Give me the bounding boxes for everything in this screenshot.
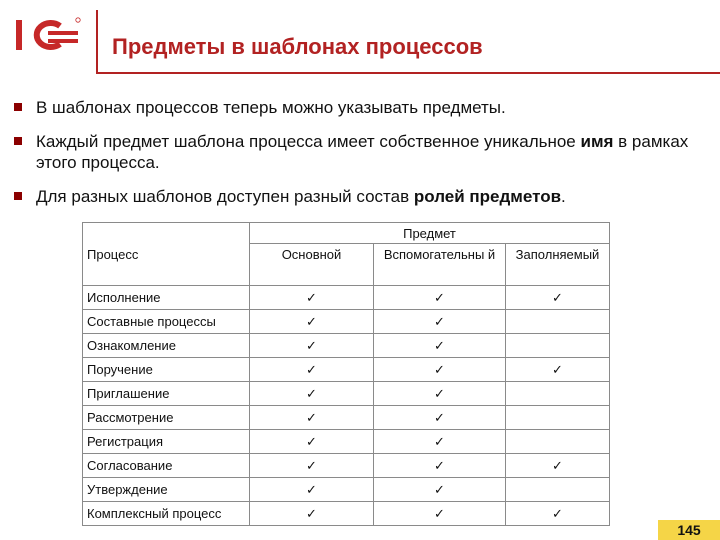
process-column-header: Процесс <box>83 223 250 286</box>
process-name-cell: Утверждение <box>83 478 250 502</box>
main-check-cell: ✓ <box>250 478 374 502</box>
process-name-cell: Ознакомление <box>83 334 250 358</box>
process-name-cell: Поручение <box>83 358 250 382</box>
header-horizontal-rule <box>96 72 720 74</box>
process-name-cell: Рассмотрение <box>83 406 250 430</box>
auxiliary-check-cell: ✓ <box>374 358 506 382</box>
auxiliary-check-cell: ✓ <box>374 430 506 454</box>
main-check-cell: ✓ <box>250 310 374 334</box>
bullet-item <box>14 131 704 173</box>
main-check-cell: ✓ <box>250 334 374 358</box>
subject-group-header: Предмет <box>250 223 610 244</box>
bullet-text: . <box>561 187 566 206</box>
fillable-check-cell: ✓ <box>506 454 610 478</box>
fillable-check-cell <box>506 382 610 406</box>
main-check-cell: ✓ <box>250 286 374 310</box>
process-name-cell: Приглашение <box>83 382 250 406</box>
bullet-square-icon <box>14 192 22 200</box>
auxiliary-check-cell: ✓ <box>374 454 506 478</box>
fillable-check-cell <box>506 430 610 454</box>
bullet-text: Для разных шаблонов доступен разный состав <box>36 187 414 206</box>
main-check-cell: ✓ <box>250 502 374 526</box>
main-check-cell: ✓ <box>250 382 374 406</box>
main-column-header: Основной <box>250 244 374 286</box>
main-check-cell: ✓ <box>250 406 374 430</box>
process-subjects-table <box>82 222 610 526</box>
table-row <box>83 286 610 310</box>
table-row <box>83 382 610 406</box>
bullet-emphasis: имя <box>580 132 614 151</box>
auxiliary-check-cell: ✓ <box>374 286 506 310</box>
auxiliary-check-cell: ✓ <box>374 478 506 502</box>
main-check-cell: ✓ <box>250 430 374 454</box>
main-check-cell: ✓ <box>250 358 374 382</box>
page-number: 145 <box>658 520 720 540</box>
fillable-column-header: Заполняемый <box>506 244 610 286</box>
table-row <box>83 430 610 454</box>
auxiliary-check-cell: ✓ <box>374 334 506 358</box>
fillable-check-cell: ✓ <box>506 502 610 526</box>
process-name-cell: Исполнение <box>83 286 250 310</box>
table-row <box>83 478 610 502</box>
process-name-cell: Составные процессы <box>83 310 250 334</box>
table-row <box>83 310 610 334</box>
1c-logo <box>12 14 84 56</box>
table-row <box>83 334 610 358</box>
auxiliary-column-header: Вспомогательны й <box>374 244 506 286</box>
auxiliary-check-cell: ✓ <box>374 406 506 430</box>
page-title: Предметы в шаблонах процессов <box>112 34 483 59</box>
bullet-text: В шаблонах процессов теперь можно указывать предметы. <box>36 98 506 117</box>
process-name-cell: Комплексный процесс <box>83 502 250 526</box>
auxiliary-check-cell: ✓ <box>374 382 506 406</box>
bullet-item <box>14 97 704 118</box>
bullet-text: в рамках этого процесса. <box>36 132 689 172</box>
table-row <box>83 454 610 478</box>
main-check-cell: ✓ <box>250 454 374 478</box>
table-row <box>83 502 610 526</box>
bullet-item <box>14 186 704 207</box>
header-vertical-rule <box>96 10 98 74</box>
process-name-cell: Регистрация <box>83 430 250 454</box>
bullet-list <box>14 97 704 220</box>
fillable-check-cell: ✓ <box>506 286 610 310</box>
fillable-check-cell <box>506 406 610 430</box>
table-row <box>83 358 610 382</box>
auxiliary-check-cell: ✓ <box>374 502 506 526</box>
auxiliary-check-cell: ✓ <box>374 310 506 334</box>
process-name-cell: Согласование <box>83 454 250 478</box>
bullet-emphasis: ролей предметов <box>413 187 562 206</box>
fillable-check-cell <box>506 478 610 502</box>
fillable-check-cell <box>506 310 610 334</box>
fillable-check-cell <box>506 334 610 358</box>
bullet-square-icon <box>14 103 22 111</box>
bullet-square-icon <box>14 137 22 145</box>
bullet-text: Каждый предмет шаблона процесса имеет собственное уникальное <box>36 132 581 151</box>
fillable-check-cell: ✓ <box>506 358 610 382</box>
table-row <box>83 406 610 430</box>
